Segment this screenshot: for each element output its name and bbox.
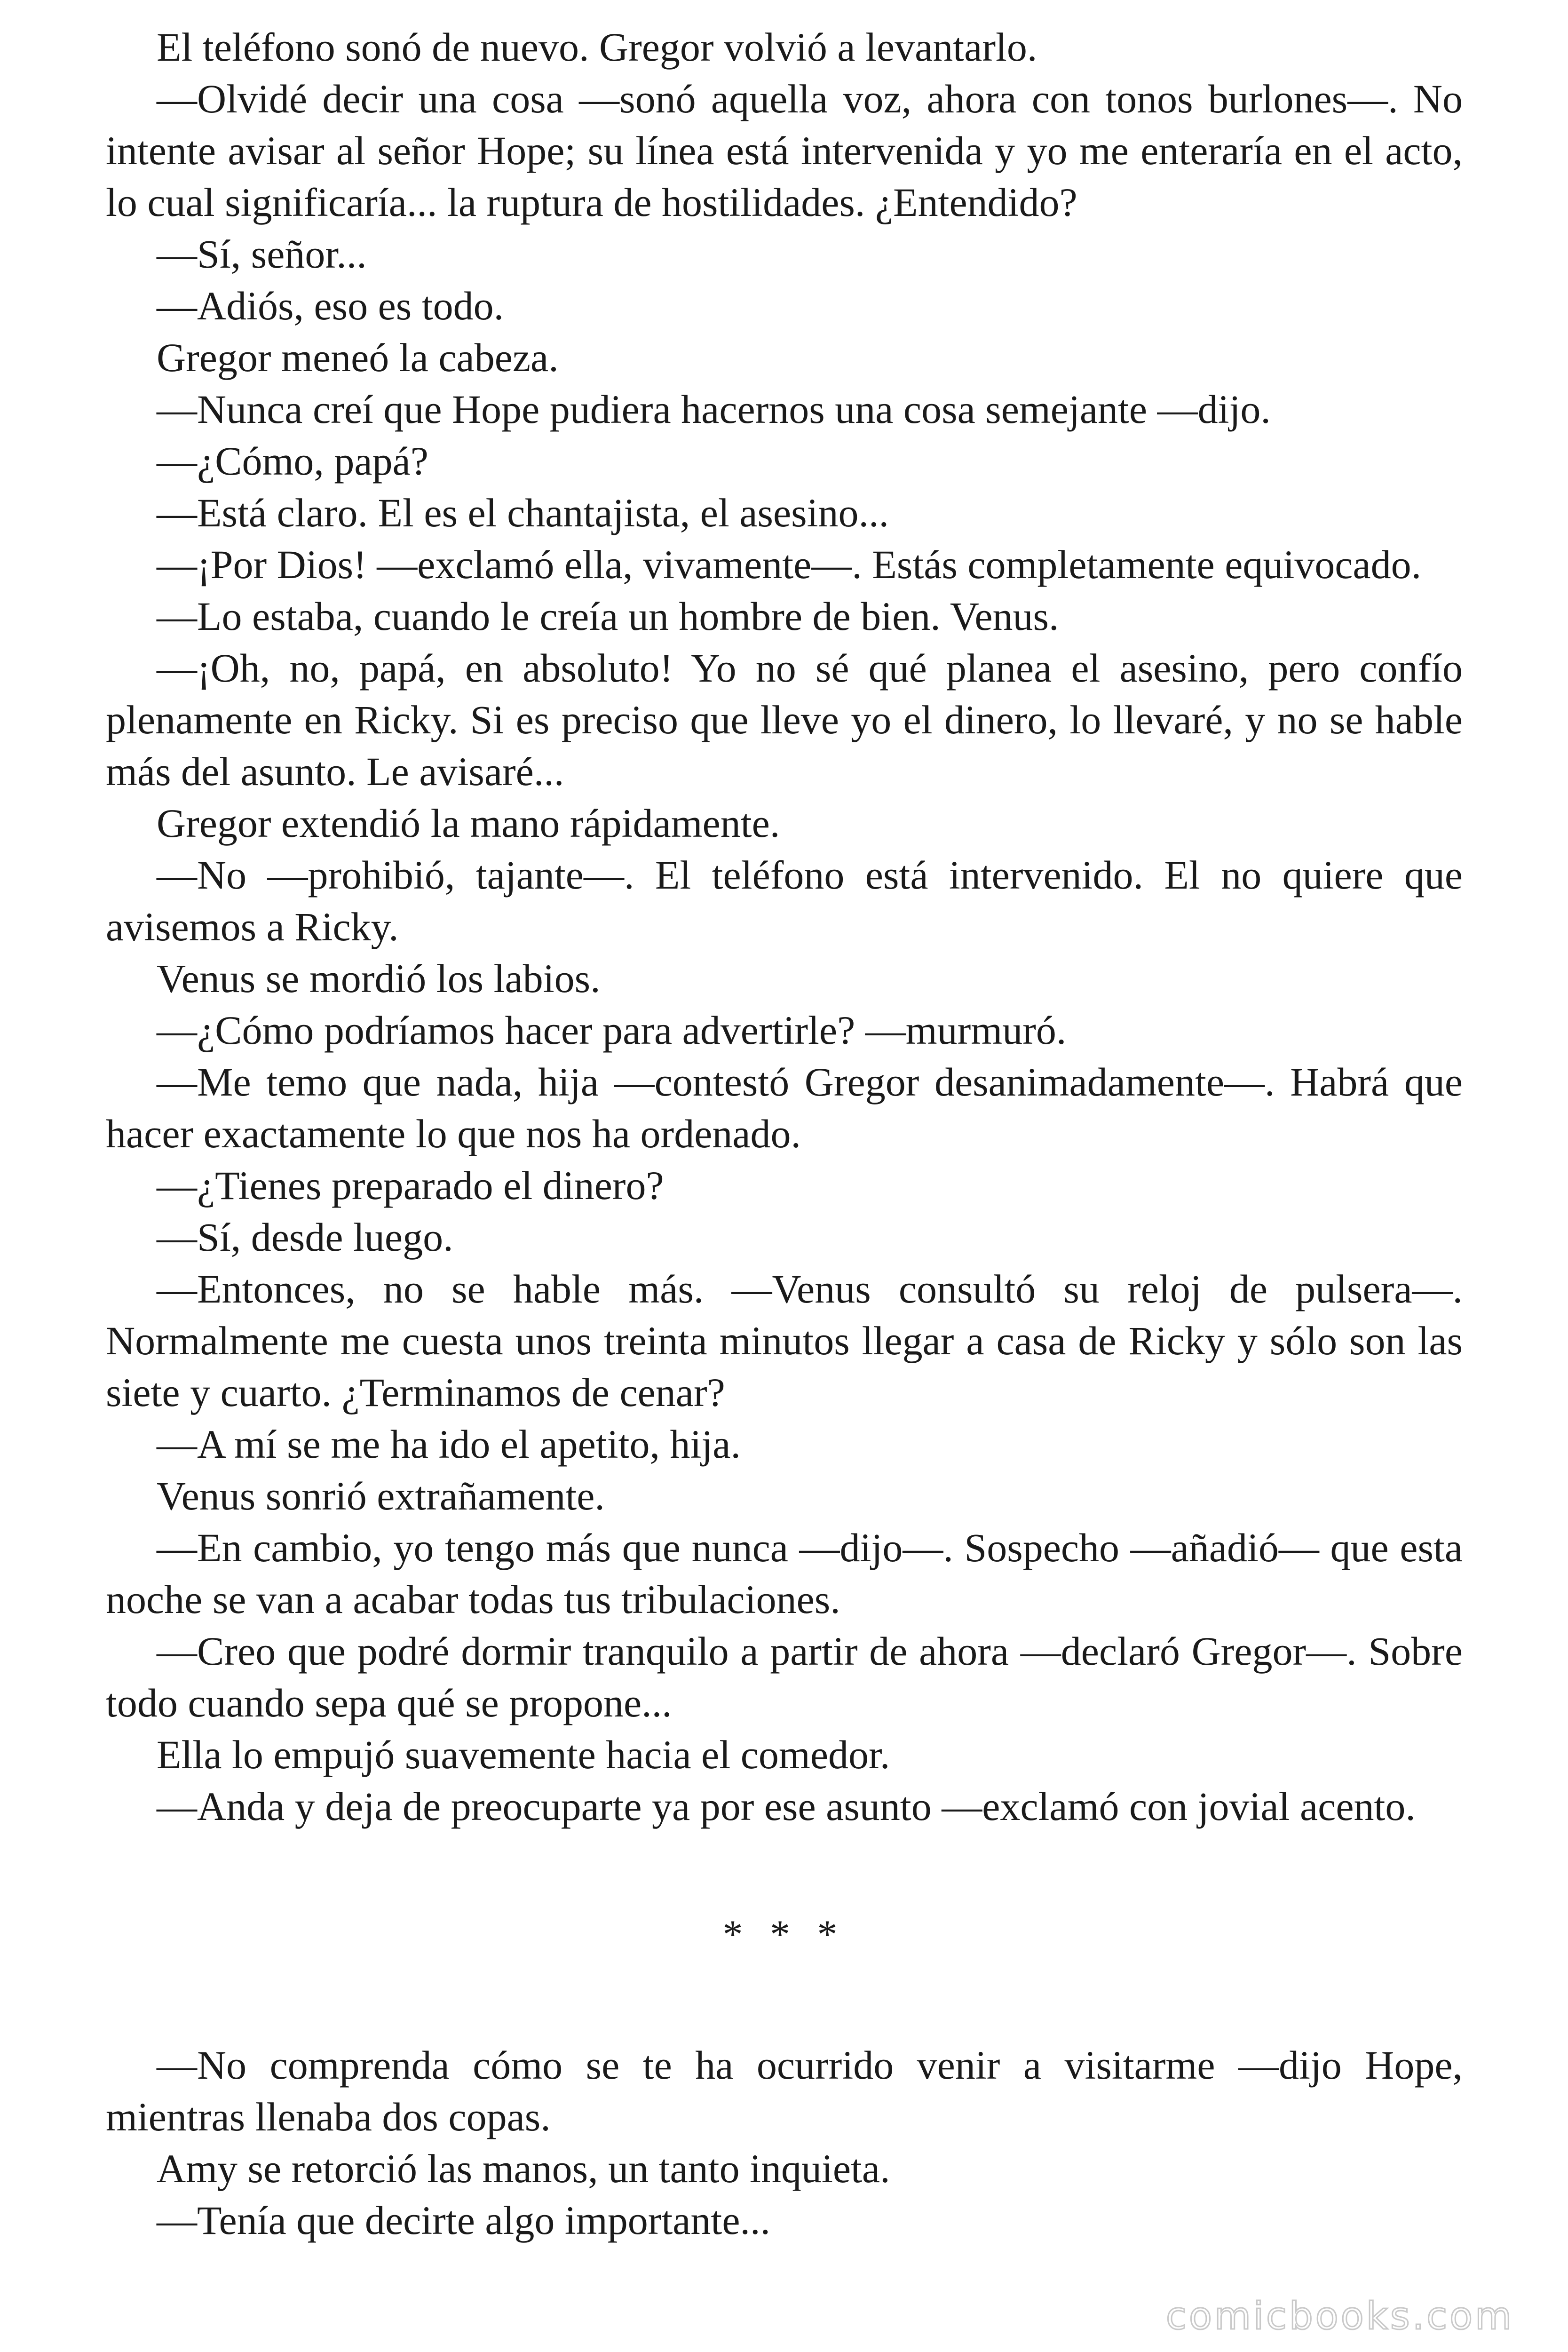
paragraph: Gregor meneó la cabeza.: [157, 335, 559, 380]
watermark-logo: comicbooks.com: [1165, 2294, 1514, 2338]
paragraph: —Lo estaba, cuando le creía un hombre de bien. Venus.: [157, 594, 1059, 639]
paragraph: —Entonces, no se hable más. —Venus consultó su reloj de pulsera—. Normalmente me cuesta unos treinta minutos llegar a casa de Ricky y sólo son las siete y cuarto. ¿Terminamos de cenar?: [106, 1266, 1463, 1415]
paragraph: —¿Cómo, papá?: [157, 438, 428, 484]
paragraph: —Anda y deja de preocuparte ya por ese asunto —exclamó con jovial acento.: [157, 1784, 1416, 1829]
paragraph: —Nunca creí que Hope pudiera hacernos una cosa semejante —dijo.: [157, 387, 1271, 432]
text-body-after-break: [106, 2039, 1463, 2246]
paragraph: —No comprenda cómo se te ha ocurrido venir a visitarme —dijo Hope, mientras llenaba dos copas.: [106, 2042, 1463, 2139]
paragraph: —¿Tienes preparado el dinero?: [157, 1163, 664, 1208]
paragraph: —Me temo que nada, hija —contestó Gregor desanimadamente—. Habrá que hacer exactamente lo que nos ha ordenado.: [106, 1059, 1463, 1156]
paragraph: —Tenía que decirte algo importante...: [157, 2198, 770, 2243]
paragraph: —A mí se me ha ido el apetito, hija.: [157, 1422, 741, 1467]
scene-break-separator: * * *: [722, 1912, 846, 1957]
paragraph: —Creo que podré dormir tranquilo a partir de ahora —declaró Gregor—. Sobre todo cuando sepa qué se propone...: [106, 1629, 1463, 1725]
paragraph: —En cambio, yo tengo más que nunca —dijo—. Sospecho —añadió— que esta noche se van a acabar todas tus tribulaciones.: [106, 1525, 1463, 1622]
paragraph: —¡Por Dios! —exclamó ella, vivamente—. Estás completamente equivocado.: [157, 542, 1422, 587]
paragraph: —Adiós, eso es todo.: [157, 283, 504, 328]
paragraph: —¿Cómo podríamos hacer para advertirle? —murmuró.: [157, 1008, 1067, 1053]
paragraph: —Está claro. El es el chantajista, el asesino...: [157, 490, 889, 535]
paragraph: Amy se retorció las manos, un tanto inquieta.: [157, 2146, 890, 2191]
paragraph: Gregor extendió la mano rápidamente.: [157, 801, 780, 846]
paragraph: —¡Oh, no, papá, en absoluto! Yo no sé qué planea el asesino, pero confío plenamente en Ricky. Si es preciso que lleve yo el dinero, lo llevaré, y no se hable más del asunto. Le avisaré...: [106, 645, 1463, 794]
paragraph: Ella lo empujó suavemente hacia el comedor.: [157, 1732, 890, 1777]
paragraph: —Sí, desde luego.: [157, 1215, 453, 1260]
paragraph: Venus sonrió extrañamente.: [157, 1473, 605, 1518]
paragraph: —Olvidé decir una cosa —sonó aquella voz, ahora con tonos burlones—. No intente avisar al señor Hope; su línea está intervenida y yo me enteraría en el acto, lo cual significaría... la ruptura de hostilidades. ¿Entendido?: [106, 76, 1463, 225]
paragraph: —No —prohibió, tajante—. El teléfono está intervenido. El no quiere que avisemos a Ricky.: [106, 852, 1463, 949]
paragraph: Venus se mordió los labios.: [157, 956, 601, 1001]
paragraph: El teléfono sonó de nuevo. Gregor volvió a levantarlo.: [157, 24, 1037, 70]
paragraph: —Sí, señor...: [157, 231, 367, 277]
text-body-before-break: [106, 21, 1463, 1832]
document-page: [106, 21, 1463, 2246]
